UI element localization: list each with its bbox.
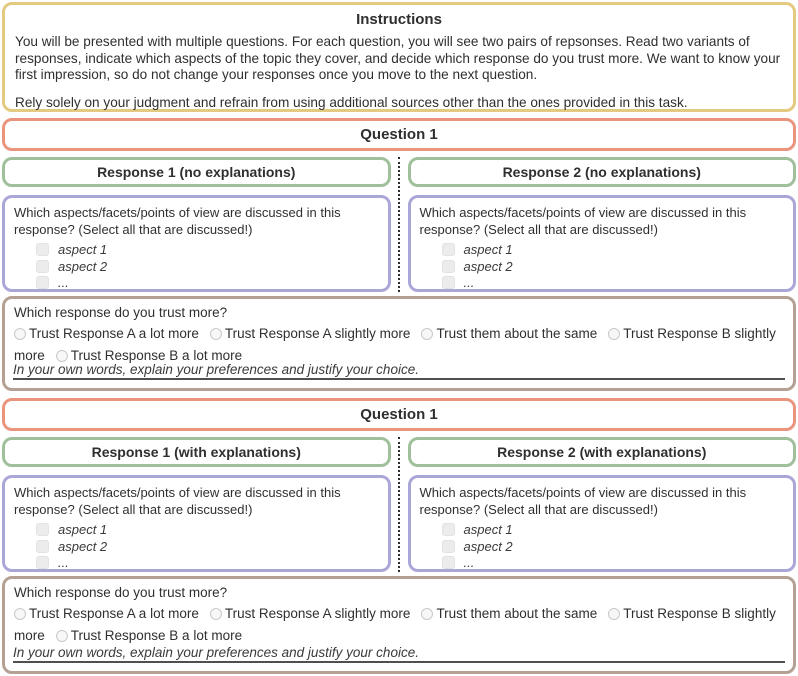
aspect-label: ... bbox=[463, 275, 475, 291]
trust-option bbox=[421, 606, 608, 621]
aspect-label: aspect 1 bbox=[463, 242, 513, 258]
trust-option-label: Trust them about the same bbox=[436, 606, 598, 621]
response-2-header bbox=[408, 157, 797, 187]
trust-option bbox=[14, 326, 210, 341]
aspect-option-row bbox=[36, 538, 379, 555]
instructions-paragraph-1: You will be presented with multiple questions. For each question, you will see two pairs of repsonses. Read two variants of responses, indicate which aspects of the topic they cover, and decide which response do you trust more. We want to know your first impression, so do not change your responses once you move to the next question. bbox=[15, 34, 781, 83]
trust-option bbox=[210, 606, 422, 621]
aspect-option-row bbox=[442, 258, 785, 275]
aspect-option-row bbox=[36, 241, 379, 258]
aspect-checkbox[interactable] bbox=[36, 540, 49, 553]
trust-prompt: Which response do you trust more? bbox=[14, 305, 228, 320]
radio-button[interactable] bbox=[421, 608, 433, 620]
radio-button[interactable] bbox=[14, 608, 26, 620]
aspect-checkbox[interactable] bbox=[442, 243, 455, 256]
radio-button[interactable] bbox=[608, 608, 620, 620]
column-divider bbox=[398, 157, 400, 292]
response-header-label: Response 2 (with explanations) bbox=[497, 444, 707, 460]
aspect-label: aspect 2 bbox=[463, 538, 513, 554]
trust-option-label: Trust Response A slightly more bbox=[224, 326, 411, 341]
trust-box bbox=[2, 296, 796, 391]
trust-option-label: Trust them about the same bbox=[436, 326, 598, 341]
aspect-option-row bbox=[442, 554, 785, 571]
radio-button[interactable] bbox=[56, 630, 68, 642]
aspect-option-row bbox=[442, 521, 785, 538]
response-header-label: Response 2 (no explanations) bbox=[502, 164, 701, 180]
aspect-option-row bbox=[442, 241, 785, 258]
aspects-prompt: Which aspects/facets/points of view are discussed in this response? (Select all that are discussed!) bbox=[14, 205, 341, 238]
response-column-2 bbox=[408, 437, 797, 572]
response-2-header bbox=[408, 437, 797, 467]
aspect-checkbox[interactable] bbox=[36, 556, 49, 569]
aspect-checkbox[interactable] bbox=[36, 243, 49, 256]
aspect-checkbox[interactable] bbox=[442, 523, 455, 536]
aspect-option-row bbox=[442, 538, 785, 555]
question-header bbox=[2, 398, 796, 431]
instructions-paragraph-2: Rely solely on your judgment and refrain from using additional sources other than the ones provided in this task. bbox=[15, 95, 688, 111]
column-divider bbox=[398, 437, 400, 572]
instructions-title: Instructions bbox=[356, 11, 442, 28]
aspect-checkbox[interactable] bbox=[442, 540, 455, 553]
aspect-label: aspect 2 bbox=[463, 258, 513, 274]
response-header-label: Response 1 (with explanations) bbox=[91, 444, 301, 460]
question-section-1 bbox=[2, 118, 796, 391]
trust-option bbox=[421, 326, 608, 341]
trust-option bbox=[14, 606, 210, 621]
trust-box bbox=[2, 576, 796, 674]
freetext-input-line[interactable] bbox=[13, 645, 785, 663]
trust-prompt: Which response do you trust more? bbox=[14, 585, 228, 600]
response-column-2 bbox=[408, 157, 797, 292]
aspect-option-row bbox=[36, 258, 379, 275]
freetext-prompt: In your own words, explain your preferences and justify your choice. bbox=[13, 362, 419, 377]
trust-option-label: Trust Response B a lot more bbox=[70, 627, 243, 643]
radio-button[interactable] bbox=[421, 328, 433, 340]
aspect-label: aspect 2 bbox=[58, 258, 108, 274]
question-header bbox=[2, 118, 796, 151]
aspect-label: aspect 1 bbox=[58, 522, 108, 538]
trust-options bbox=[14, 323, 784, 366]
aspect-checkbox[interactable] bbox=[36, 523, 49, 536]
radio-button[interactable] bbox=[210, 608, 222, 620]
aspect-option-row bbox=[442, 274, 785, 291]
aspects-box-response-1 bbox=[2, 195, 391, 292]
aspects-box-response-1 bbox=[2, 475, 391, 572]
instructions-box bbox=[2, 2, 796, 112]
aspect-label: aspect 1 bbox=[58, 242, 108, 258]
aspect-label: ... bbox=[58, 275, 69, 291]
trust-option bbox=[210, 326, 422, 341]
response-1-header bbox=[2, 157, 391, 187]
response-1-header bbox=[2, 437, 391, 467]
aspects-prompt: Which aspects/facets/points of view are discussed in this response? (Select all that are discussed!) bbox=[419, 205, 747, 238]
aspect-checkbox[interactable] bbox=[442, 556, 455, 569]
aspects-box-response-2 bbox=[408, 195, 797, 292]
response-column-1 bbox=[2, 157, 391, 292]
trust-option-label: Trust Response A a lot more bbox=[29, 606, 199, 621]
freetext-input-line[interactable] bbox=[13, 362, 785, 380]
question-title: Question 1 bbox=[360, 406, 438, 423]
aspects-box-response-2 bbox=[408, 475, 797, 572]
response-columns bbox=[2, 437, 796, 572]
trust-option-label: Trust Response A a lot more bbox=[29, 326, 199, 341]
response-header-label: Response 1 (no explanations) bbox=[97, 164, 296, 180]
trust-options bbox=[14, 603, 784, 646]
aspect-label: ... bbox=[58, 555, 69, 571]
aspect-checkbox[interactable] bbox=[442, 276, 455, 289]
response-columns bbox=[2, 157, 796, 292]
trust-option bbox=[56, 348, 253, 363]
aspect-checkbox[interactable] bbox=[36, 276, 49, 289]
response-column-1 bbox=[2, 437, 391, 572]
aspect-checkbox[interactable] bbox=[442, 260, 455, 273]
radio-button[interactable] bbox=[210, 328, 222, 340]
radio-button[interactable] bbox=[14, 328, 26, 340]
question-section-2 bbox=[2, 398, 796, 674]
aspect-label: aspect 2 bbox=[58, 538, 108, 554]
aspects-prompt: Which aspects/facets/points of view are discussed in this response? (Select all that are discussed!) bbox=[14, 485, 341, 518]
radio-button[interactable] bbox=[608, 328, 620, 340]
aspect-option-row bbox=[36, 554, 379, 571]
radio-button[interactable] bbox=[56, 350, 68, 362]
trust-option-label: Trust Response B slightly more bbox=[14, 606, 776, 643]
aspect-label: ... bbox=[463, 555, 475, 571]
trust-option-label: Trust Response B slightly more bbox=[14, 326, 776, 363]
trust-option bbox=[56, 628, 253, 643]
freetext-prompt: In your own words, explain your preferences and justify your choice. bbox=[13, 645, 419, 660]
aspect-checkbox[interactable] bbox=[36, 260, 49, 273]
trust-option-label: Trust Response B a lot more bbox=[70, 347, 243, 363]
aspect-option-row bbox=[36, 521, 379, 538]
aspect-option-row bbox=[36, 274, 379, 291]
aspects-prompt: Which aspects/facets/points of view are discussed in this response? (Select all that are discussed!) bbox=[419, 485, 747, 518]
trust-option-label: Trust Response A slightly more bbox=[224, 606, 411, 621]
aspect-label: aspect 1 bbox=[463, 522, 513, 538]
question-title: Question 1 bbox=[360, 126, 438, 143]
